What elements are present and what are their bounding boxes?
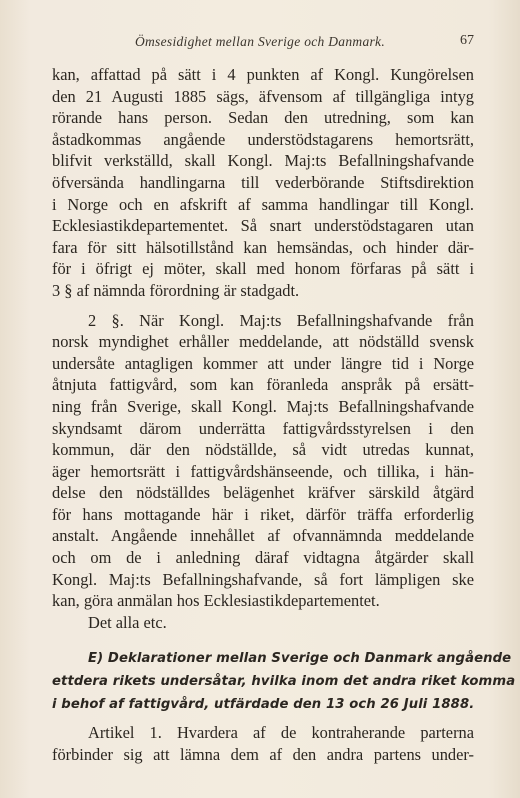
page-header	[0, 34, 520, 56]
text-line: delse den nödställdes belägenhet kräfver särskild åtgärd	[52, 483, 474, 503]
text-line: öfversända handlingarna till vederbörande Stiftsdirektion	[52, 172, 474, 192]
text-line: kommun, där den nödställde, så vidt utredas kunnat,	[52, 440, 474, 460]
section-e-heading	[52, 647, 516, 716]
paragraph-gap	[52, 302, 474, 310]
paragraph-2	[52, 310, 474, 634]
text-line: skyndsamt därom underrätta fattigvårdsstyrelsen i den	[52, 418, 474, 438]
text-line: blifvit verkställd, skall Kongl. Maj:ts Befallningshafvande	[52, 151, 474, 171]
heading-line: i behof af fattigvård, utfärdade den 13 och 26 Juli 1888.	[52, 697, 475, 713]
text-line: Artikel 1. Hvardera af de kontraherande parterna	[88, 723, 474, 743]
page-number: 67	[460, 33, 474, 48]
text-line: förbinder sig att lämna dem af den andra partens under-	[52, 745, 474, 765]
text-line: Det alla etc.	[88, 612, 167, 632]
text-line: Ecklesiastikdepartementet. Så snart understödstagaren utan	[52, 216, 474, 236]
text-line: för hans mottagande här i riket, därför träffa erforderlig	[52, 504, 474, 524]
text-line: åtnjuta fattigvård, som kan föranleda anspråk på ersätt-	[52, 375, 474, 395]
text-line: undersåte antagligen kommer att under längre tid i Norge	[52, 353, 474, 373]
article-1	[52, 722, 474, 765]
text-line: den 21 Augusti 1885 sägs, äfvensom af tillgängliga intyg	[52, 86, 474, 106]
text-line: kan, affattad på sätt i 4 punkten af Kongl. Kungörelsen	[52, 65, 474, 84]
heading-line: E) Deklarationer mellan Sverige och Danmark angående	[88, 651, 512, 667]
text-line: ning från Sverige, skall Kongl. Maj:ts Befallningshafvande	[52, 396, 474, 416]
text-line: Kongl. Maj:ts Befallningshafvande, så fort lämpligen ske	[52, 569, 474, 589]
heading-line: ettdera rikets undersåtar, hvilka inom det andra riket komma	[52, 674, 516, 690]
text-line: fara för sitt hälsotillstånd kan hemsändas, och hinder där-	[52, 237, 474, 257]
text-line: kan, göra anmälan hos Ecklesiastikdepartementet.	[52, 591, 380, 611]
text-line: anstalt. Angående innehållet af ofvannämnda meddelande	[52, 526, 474, 546]
paragraph-1	[52, 64, 474, 302]
text-line: norsk myndighet erhåller meddelande, att nödställd svensk	[52, 332, 474, 352]
text-line: för i öfrigt ej möter, skall med honom förfaras på sätt i	[52, 259, 474, 279]
text-line: åstadkommas angående understödstagarens hemortsrätt,	[52, 129, 474, 149]
text-line: 3 § af nämnda förordning är stadgadt.	[52, 280, 300, 300]
text-line: i Norge och en afskrift af samma handlingar till Kongl.	[52, 194, 474, 214]
text-line: rörande hans person. Sedan den utredning, som kan	[52, 108, 474, 128]
text-line: 2 §. När Kongl. Maj:ts Befallningshafvande från	[88, 310, 474, 330]
text-line: äger hemortsrätt i fattigvårdshänseende, och tillika, i hän-	[52, 461, 474, 481]
running-title: Ömsesidighet mellan Sverige och Danmark.	[134, 34, 386, 49]
text-line: och om de i anledning däraf vidtagna åtgärder skall	[52, 548, 474, 568]
body-text	[52, 64, 516, 766]
section-gap	[52, 633, 474, 647]
